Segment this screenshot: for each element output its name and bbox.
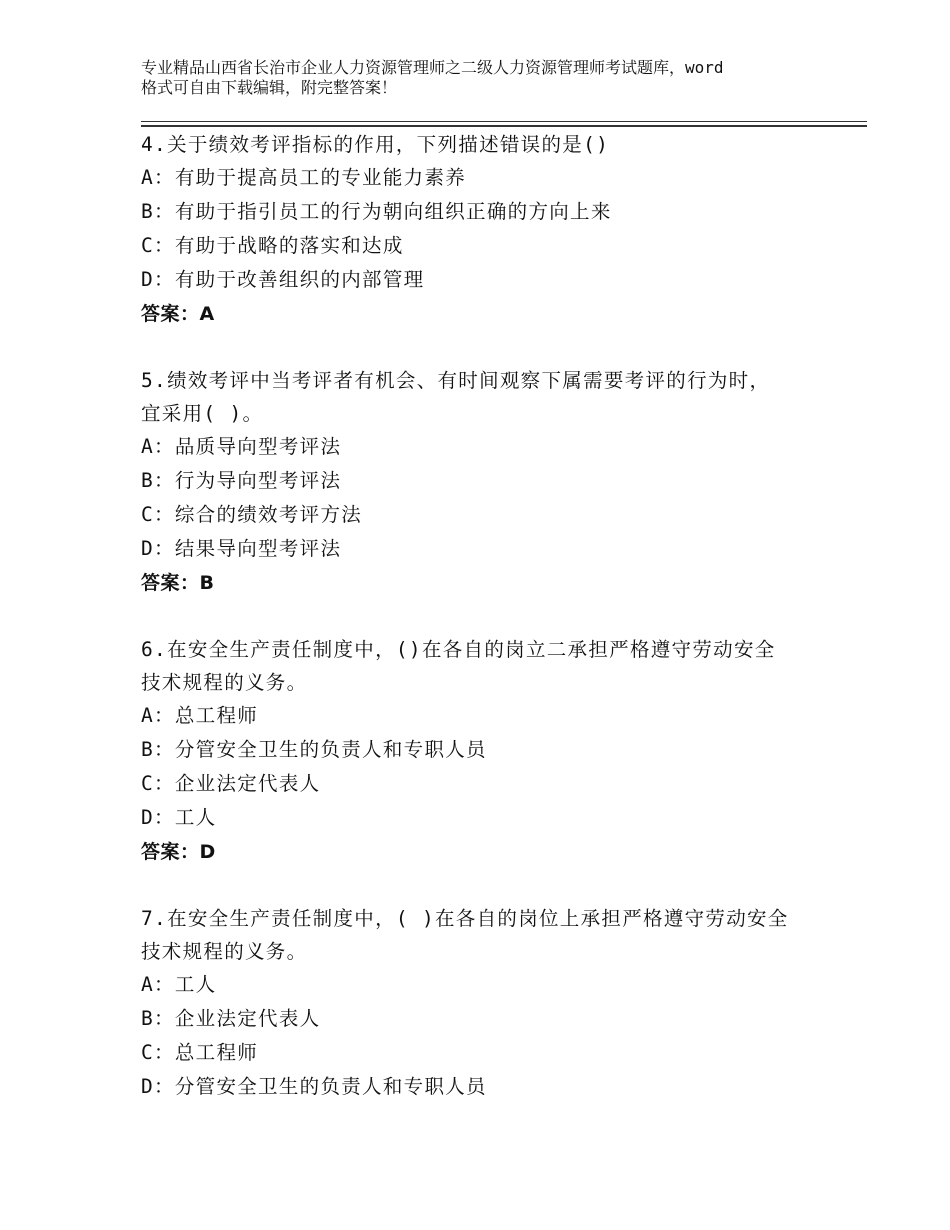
option-c: C：有助于战略的落实和达成 xyxy=(141,234,404,257)
header-line-2: 格式可自由下载编辑，附完整答案！ xyxy=(141,78,398,97)
option-a: A：品质导向型考评法 xyxy=(141,435,342,458)
question-stem: 4.关于绩效考评指标的作用，下列描述错误的是() xyxy=(141,133,610,156)
answer-line: 答案：A xyxy=(141,303,215,325)
question-4 xyxy=(141,128,841,331)
question-6 xyxy=(141,633,841,869)
option-b: B：分管安全卫生的负责人和专职人员 xyxy=(141,738,487,761)
question-list xyxy=(141,128,841,1104)
question-stem: 7.在安全生产责任制度中，( )在各自的岗位上承担严格遵守劳动安全 xyxy=(141,907,789,930)
question-stem: 6.在安全生产责任制度中，()在各自的岗立二承担严格遵守劳动安全 xyxy=(141,638,776,661)
option-c: C：总工程师 xyxy=(141,1041,259,1064)
option-c: C：综合的绩效考评方法 xyxy=(141,503,363,526)
header-line-1: 专业精品山西省长治市企业人力资源管理师之二级人力资源管理师考试题库，word xyxy=(141,58,724,77)
option-a: A：工人 xyxy=(141,973,217,996)
document-header xyxy=(141,58,841,98)
option-b: B：有助于指引员工的行为朝向组织正确的方向上来 xyxy=(141,200,612,223)
option-a: A：总工程师 xyxy=(141,704,259,727)
question-stem: 5.绩效考评中当考评者有机会、有时间观察下属需要考评的行为时， xyxy=(141,369,771,392)
question-spacer xyxy=(141,600,841,633)
question-7 xyxy=(141,902,841,1104)
question-stem-continued: 宜采用( )。 xyxy=(141,402,264,425)
answer-line: 答案：D xyxy=(141,841,216,863)
option-d: D：有助于改善组织的内部管理 xyxy=(141,268,425,291)
header-divider-thin xyxy=(141,121,867,122)
question-spacer xyxy=(141,869,841,902)
question-stem-continued: 技术规程的义务。 xyxy=(141,671,308,694)
option-c: C：企业法定代表人 xyxy=(141,772,321,795)
question-spacer xyxy=(141,331,841,364)
question-5 xyxy=(141,364,841,600)
option-b: B：企业法定代表人 xyxy=(141,1007,321,1030)
option-a: A：有助于提高员工的专业能力素养 xyxy=(141,166,467,189)
header-divider-thick xyxy=(141,125,867,127)
option-b: B：行为导向型考评法 xyxy=(141,469,342,492)
question-stem-continued: 技术规程的义务。 xyxy=(141,940,308,963)
option-d: D：结果导向型考评法 xyxy=(141,537,342,560)
option-d: D：分管安全卫生的负责人和专职人员 xyxy=(141,1075,487,1098)
option-d: D：工人 xyxy=(141,806,217,829)
answer-line: 答案：B xyxy=(141,572,215,594)
